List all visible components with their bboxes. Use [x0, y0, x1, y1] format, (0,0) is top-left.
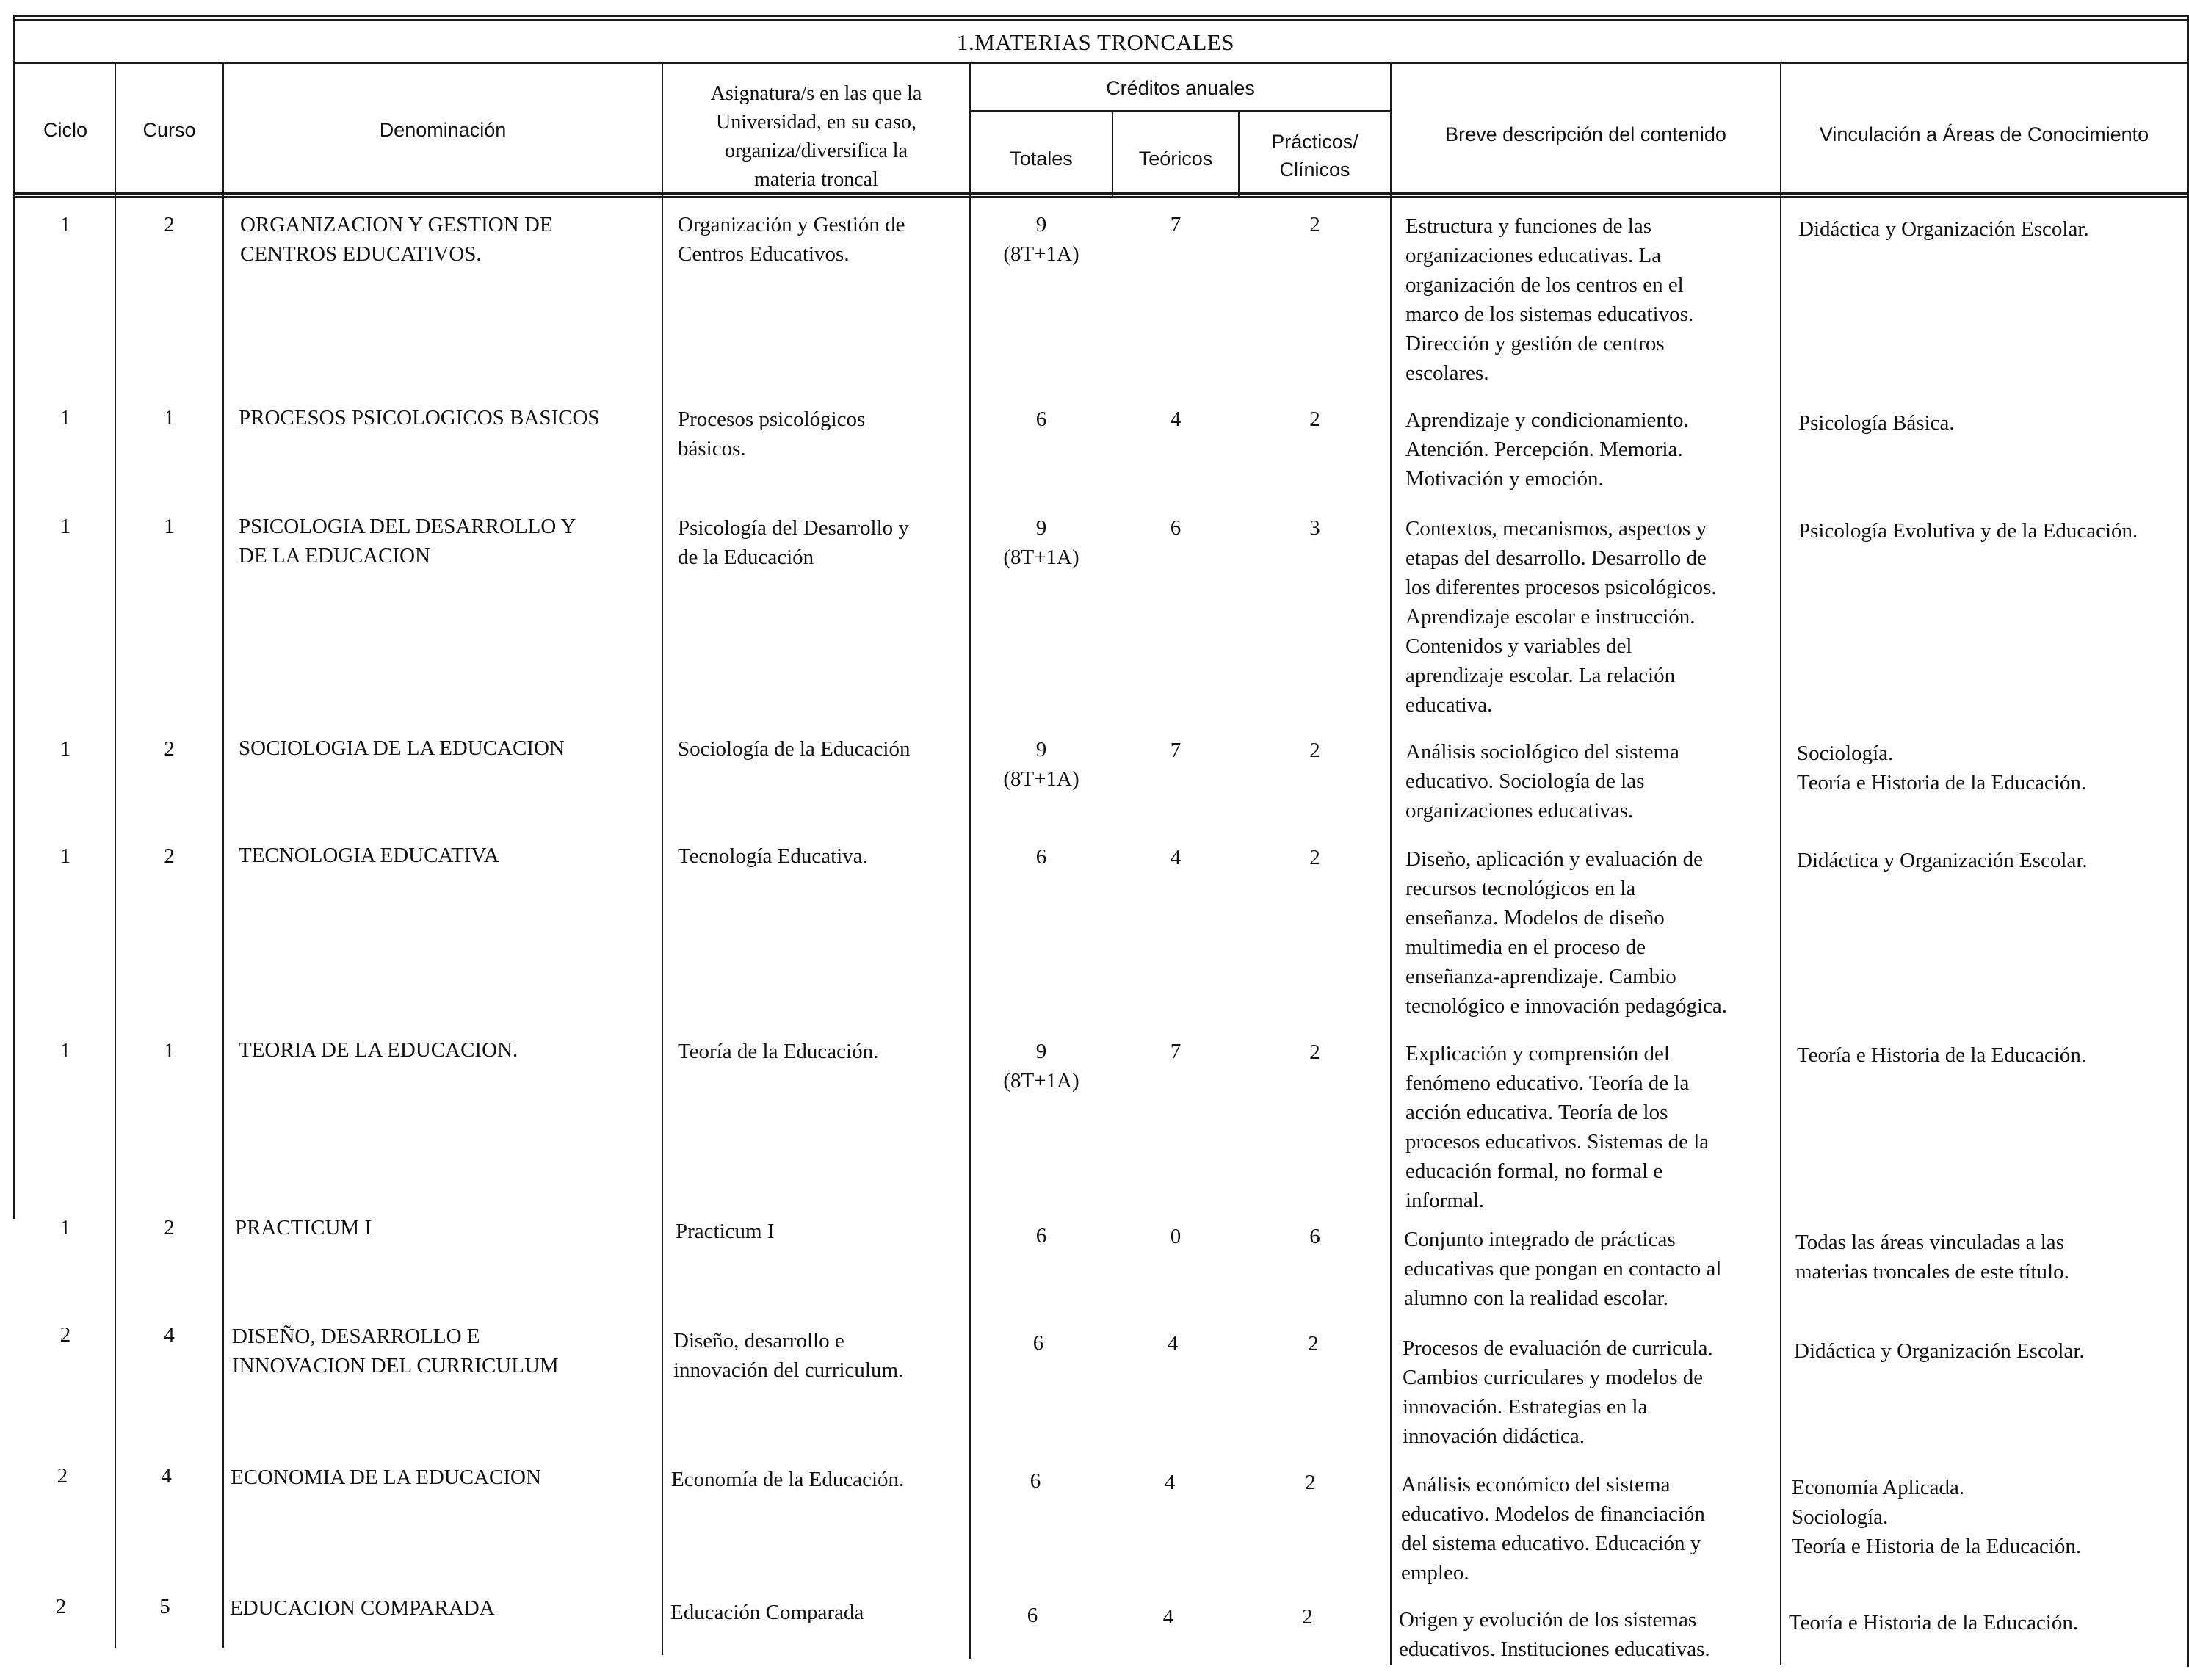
row-7-vinculacion: Todas las áreas vinculadas a las materias troncales de este título. [1795, 1231, 2069, 1283]
row-6-asignatura: Teoría de la Educación. [678, 1040, 879, 1063]
row-2-denominacion: PROCESOS PSICOLOGICOS BASICOS [239, 406, 600, 430]
row-6-ciclo: 1 [59, 1039, 71, 1062]
row-10-ciclo: 2 [55, 1595, 67, 1618]
table-top-border [13, 15, 2189, 17]
row-8-totales: 6 [1032, 1331, 1044, 1355]
row-2-ciclo: 1 [59, 406, 71, 430]
row-4-vinculacion: Sociología. Teoría e Historia de la Educación. [1797, 742, 2087, 794]
row-7-descripcion: Conjunto integrado de prácticas educativas que pongan en contacto al alumno con la realidad escolar. [1404, 1228, 1722, 1310]
header-totales: Totales [1010, 148, 1073, 170]
row-3-descripcion: Contextos, mecanismos, aspectos y etapas del desarrollo. Desarrollo de los diferentes procesos psicológicos. Aprendizaje escolar e instrucción. Contenidos y variables del aprendizaje escolar. La relación educativa. [1405, 517, 1717, 717]
row-10-totales: 6 [1027, 1604, 1038, 1627]
row-10-vinculacion: Teoría e Historia de la Educación. [1789, 1611, 2079, 1634]
row-4-denominacion: SOCIOLOGIA DE LA EDUCACION [239, 736, 565, 760]
row-1-vinculacion: Didáctica y Organización Escolar. [1798, 217, 2089, 241]
table-top-border-inner [13, 19, 2189, 21]
row-6-curso: 1 [164, 1039, 175, 1062]
row-9-asignatura: Economía de la Educación. [671, 1468, 905, 1491]
row-2-practicos: 2 [1309, 408, 1320, 431]
row-10-descripcion: Origen y evolución de los sistemas educativos. Instituciones educativas. [1399, 1608, 1710, 1661]
row-5-denominacion: TECNOLOGIA EDUCATIVA [239, 844, 499, 867]
row-4-curso: 2 [164, 737, 175, 761]
row-5-asignatura: Tecnología Educativa. [678, 844, 868, 868]
row-9-teoricos: 4 [1164, 1471, 1176, 1494]
header-curso: Curso [142, 119, 196, 141]
header-creditos-anuales: Créditos anuales [1106, 77, 1255, 99]
row-6-teoricos: 7 [1170, 1040, 1182, 1063]
row-6-practicos: 2 [1309, 1040, 1320, 1064]
row-4-practicos: 2 [1309, 739, 1320, 762]
row-3-totales: 9 (8T+1A) [1003, 516, 1079, 569]
row-6-denominacion: TEORIA DE LA EDUCACION. [239, 1038, 518, 1062]
row-4-teoricos: 7 [1170, 739, 1182, 762]
column-divider-curso [222, 62, 224, 1648]
row-6-descripcion: Explicación y comprensión del fenómeno educativo. Teoría de la acción educativa. Teoría de los procesos educativos. Sistemas de la educación formal, no formal e informal. [1405, 1042, 1709, 1212]
row-7-practicos: 6 [1309, 1225, 1320, 1248]
row-7-totales: 6 [1035, 1224, 1047, 1248]
row-7-asignatura: Practicum I [676, 1220, 775, 1243]
row-4-ciclo: 1 [59, 737, 71, 761]
row-10-denominacion: EDUCACION COMPARADA [230, 1596, 495, 1620]
row-9-ciclo: 2 [57, 1464, 68, 1488]
row-10-asignatura: Educación Comparada [670, 1601, 864, 1624]
column-divider-denominacion [662, 62, 663, 1655]
header-vinculacion: Vinculación a Áreas de Conocimiento [1819, 123, 2149, 145]
table-left-border [13, 15, 15, 1219]
row-9-denominacion: ECONOMIA DE LA EDUCACION [231, 1466, 541, 1489]
creditos-subheader-rule [969, 110, 1391, 112]
row-10-teoricos: 4 [1162, 1605, 1174, 1629]
row-3-teoricos: 6 [1170, 516, 1182, 540]
row-9-practicos: 2 [1305, 1471, 1316, 1494]
row-8-asignatura: Diseño, desarrollo e innovación del curriculum. [673, 1329, 904, 1382]
header-ciclo: Ciclo [43, 119, 87, 141]
row-7-curso: 2 [164, 1216, 175, 1239]
row-8-denominacion: DISEÑO, DESARROLLO E INNOVACION DEL CURRICULUM [232, 1325, 559, 1377]
row-3-ciclo: 1 [59, 515, 71, 538]
table-title: 1.MATERIAS TRONCALES [956, 29, 1235, 55]
header-denominacion: Denominación [379, 119, 507, 141]
row-2-teoricos: 4 [1170, 408, 1182, 431]
row-2-vinculacion: Psicología Básica. [1798, 411, 1955, 435]
header-bottom-rule-inner [13, 196, 2189, 198]
row-5-descripcion: Diseño, aplicación y evaluación de recursos tecnológicos en la enseñanza. Modelos de diseño multimedia en el proceso de enseñanza-aprendizaje. Cambio tecnológico e innovación pedagógica. [1405, 847, 1728, 1018]
header-bottom-rule [13, 192, 2189, 195]
row-1-denominacion: ORGANIZACION Y GESTION DE CENTROS EDUCATIVOS. [240, 213, 553, 266]
row-4-totales: 9 (8T+1A) [1003, 738, 1079, 791]
row-2-curso: 1 [164, 406, 175, 430]
row-2-totales: 6 [1035, 408, 1047, 431]
row-1-curso: 2 [164, 213, 175, 236]
row-4-asignatura: Sociología de la Educación [678, 737, 911, 761]
row-9-vinculacion: Economía Aplicada. Sociología. Teoría e Historia de la Educación. [1792, 1476, 2082, 1558]
row-1-ciclo: 1 [59, 213, 71, 236]
column-divider-creditos [1390, 62, 1392, 1665]
row-5-vinculacion: Didáctica y Organización Escolar. [1797, 849, 2088, 872]
row-5-totales: 6 [1035, 845, 1047, 869]
row-3-practicos: 3 [1309, 516, 1320, 540]
row-8-practicos: 2 [1308, 1332, 1319, 1355]
row-9-descripcion: Análisis económico del sistema educativo. Modelos de financiación del sistema educativo. Educación y empleo. [1401, 1473, 1705, 1585]
column-divider-descripcion [1780, 62, 1781, 1665]
row-8-curso: 4 [164, 1323, 175, 1347]
header-teoricos: Teóricos [1138, 148, 1213, 170]
header-asignatura: Asignatura/s en las que la Universidad, en su caso, organiza/diversifica la materia troncal [710, 82, 922, 191]
title-bottom-rule [13, 62, 2189, 64]
row-5-ciclo: 1 [59, 844, 71, 868]
row-9-curso: 4 [161, 1464, 172, 1488]
row-7-teoricos: 0 [1170, 1225, 1182, 1248]
row-5-teoricos: 4 [1170, 846, 1182, 869]
row-8-ciclo: 2 [59, 1323, 71, 1347]
header-practicos-clinicos: Prácticos/ Clínicos [1271, 131, 1358, 181]
row-7-ciclo: 1 [59, 1216, 71, 1239]
row-1-asignatura: Organización y Gestión de Centros Educativos. [678, 213, 905, 266]
header-descripcion: Breve descripción del contenido [1445, 123, 1726, 145]
row-4-descripcion: Análisis sociológico del sistema educativo. Sociología de las organizaciones educativas. [1405, 740, 1679, 822]
row-2-descripcion: Aprendizaje y condicionamiento. Atención. Percepción. Memoria. Motivación y emoción. [1405, 408, 1689, 490]
row-6-vinculacion: Teoría e Historia de la Educación. [1797, 1043, 2087, 1067]
row-5-curso: 2 [164, 844, 175, 868]
row-10-curso: 5 [159, 1595, 170, 1618]
row-2-asignatura: Procesos psicológicos básicos. [678, 408, 866, 460]
row-6-totales: 9 (8T+1A) [1003, 1040, 1079, 1093]
row-10-practicos: 2 [1302, 1605, 1313, 1629]
row-7-denominacion: PRACTICUM I [235, 1216, 372, 1239]
row-1-descripcion: Estructura y funciones de las organizaciones educativas. La organización de los centros en el marco de los sistemas educativos. Dirección y gestión de centros escolares. [1405, 214, 1694, 385]
row-1-teoricos: 7 [1170, 213, 1182, 236]
row-1-totales: 9 (8T+1A) [1003, 213, 1079, 266]
row-8-vinculacion: Didáctica y Organización Escolar. [1794, 1339, 2085, 1363]
row-8-teoricos: 4 [1167, 1332, 1179, 1355]
row-8-descripcion: Procesos de evaluación de curricula. Cambios curriculares y modelos de innovación. Estrategias en la innovación didáctica. [1403, 1336, 1713, 1448]
row-3-asignatura: Psicología del Desarrollo y de la Educación [678, 516, 909, 569]
row-3-denominacion: PSICOLOGIA DEL DESARROLLO Y DE LA EDUCACION [239, 515, 576, 568]
row-1-practicos: 2 [1309, 213, 1320, 236]
row-5-practicos: 2 [1309, 846, 1320, 869]
row-3-curso: 1 [164, 515, 175, 538]
row-9-totales: 6 [1030, 1469, 1041, 1493]
row-3-vinculacion: Psicología Evolutiva y de la Educación. [1798, 519, 2138, 543]
